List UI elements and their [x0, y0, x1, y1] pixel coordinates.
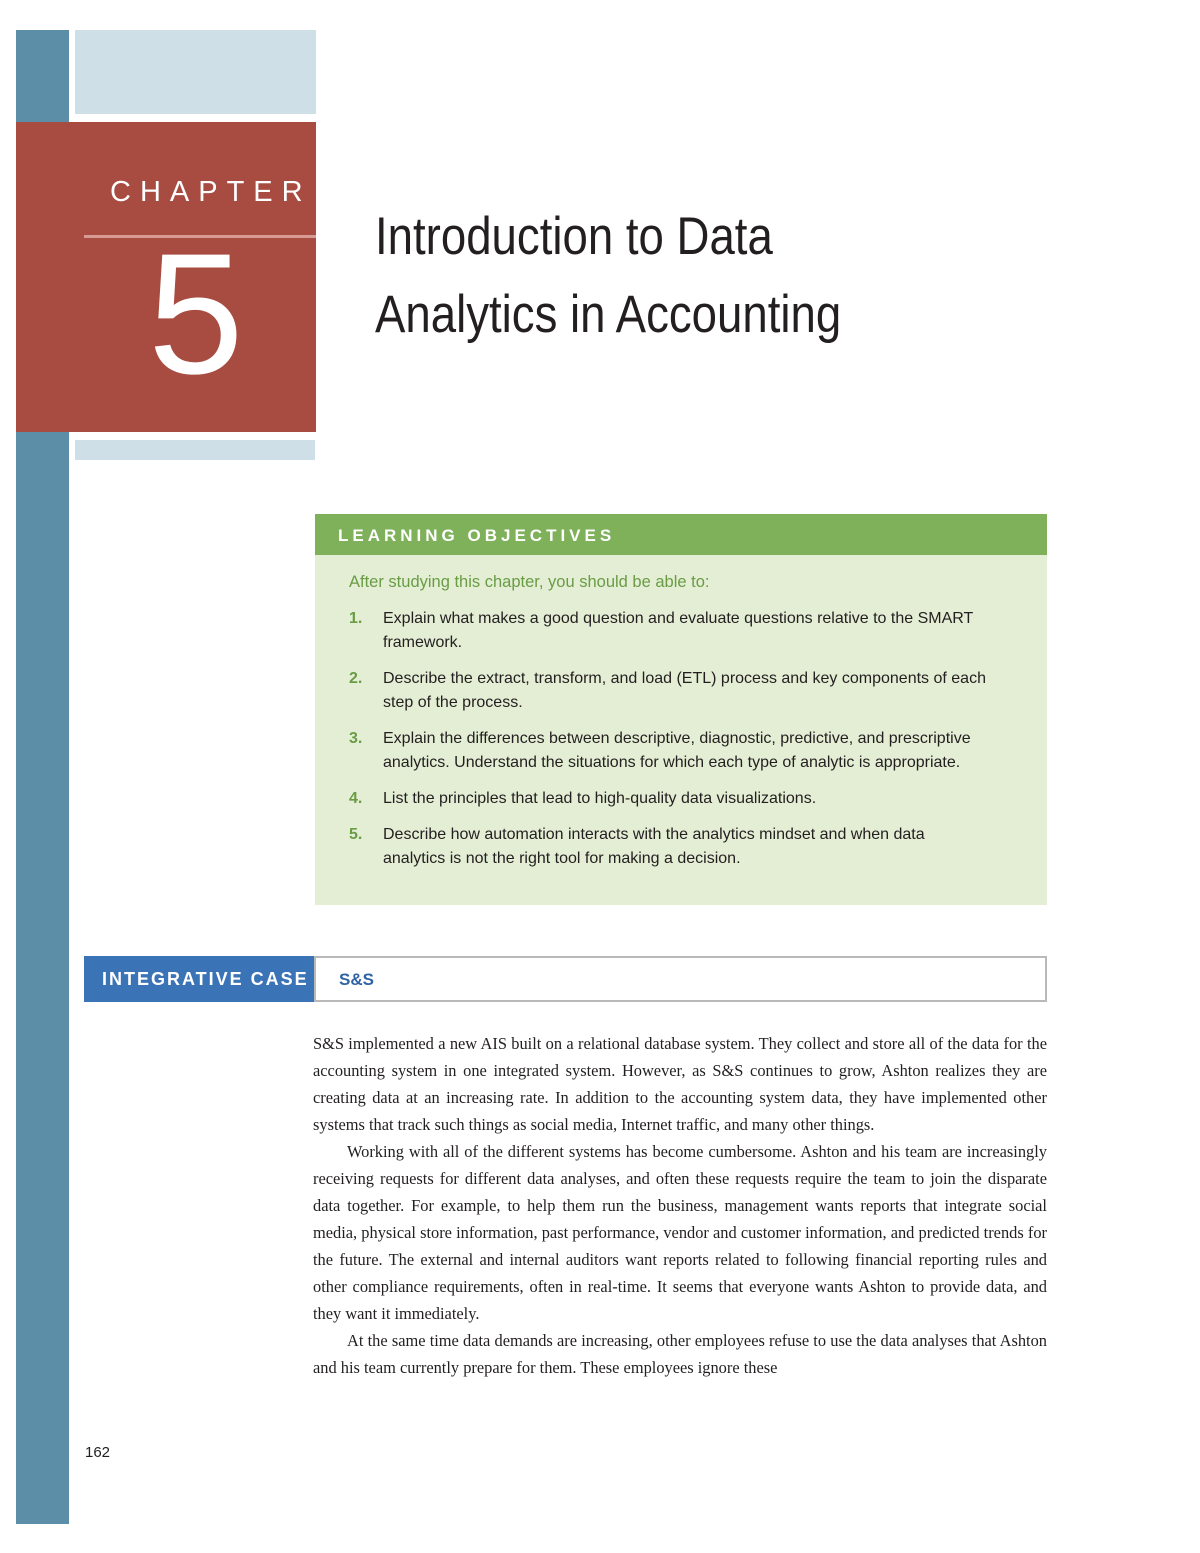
chapter-title-line-2: Analytics in Accounting	[375, 285, 842, 344]
objective-text: List the principles that lead to high-quality data visualizations.	[383, 790, 817, 807]
objective-item	[349, 823, 989, 871]
objective-item	[349, 667, 989, 715]
objective-number: 4.	[349, 790, 363, 807]
objective-item	[349, 787, 989, 811]
objective-text: Describe the extract, transform, and load (ETL) process and key components of each step of the process.	[383, 670, 986, 711]
chapter-title-line-1: Introduction to Data	[375, 207, 773, 266]
chapter-title	[375, 198, 908, 354]
objective-text: Explain the differences between descriptive, diagnostic, predictive, and prescriptive analytics. Understand the situations for which each type of analytic is appropriate.	[383, 730, 971, 771]
objective-number: 5.	[349, 826, 363, 843]
integrative-case-label: INTEGRATIVE CASE	[102, 969, 309, 989]
decorative-bottom-block	[75, 440, 315, 460]
objective-text: Explain what makes a good question and evaluate questions relative to the SMART framework.	[383, 610, 973, 651]
objective-number: 1.	[349, 610, 363, 627]
body-paragraph: At the same time data demands are increasing, other employees refuse to use the data analyses that Ashton and his team currently prepare for them. These employees ignore these	[313, 1331, 1047, 1377]
integrative-case-title-box	[314, 956, 1047, 1002]
learning-objectives-box	[315, 555, 1047, 905]
learning-objectives-list	[349, 607, 989, 883]
learning-objectives-intro: After studying this chapter, you should be able to:	[349, 573, 710, 591]
body-paragraph: Working with all of the different systems has become cumbersome. Ashton and his team are increasingly receiving requests for different data analyses, and often these requests require the team to join the disparate data together. For example, to help them run the business, management wants reports that integrate social media, physical store information, past performance, vendor and customer information, and predicted trends for the future. The external and internal auditors want reports related to following financial reporting rules and other compliance requirements, often in real-time. It seems that everyone wants Ashton to provide data, and they want it immediately.	[313, 1142, 1047, 1323]
objective-number: 3.	[349, 730, 363, 747]
integrative-case-title: S&S	[339, 970, 374, 989]
learning-objectives-heading: LEARNING OBJECTIVES	[338, 526, 616, 545]
learning-objectives-header	[315, 514, 1047, 555]
integrative-case-label-bar	[84, 956, 314, 1002]
objective-item	[349, 727, 989, 775]
objective-number: 2.	[349, 670, 363, 687]
chapter-label: CHAPTER	[110, 176, 312, 208]
decorative-top-block	[75, 30, 316, 114]
case-body-text	[313, 1030, 1047, 1381]
page-number: 162	[85, 1444, 111, 1461]
objective-text: Describe how automation interacts with the analytics mindset and when data analytics is not the right tool for making a decision.	[383, 826, 925, 867]
body-paragraph: S&S implemented a new AIS built on a relational database system. They collect and store all of the data for the accounting system in one integrated system. However, as S&S continues to grow, Ashton realizes they are creating data at an increasing rate. In addition to the accounting system data, they have implemented other systems that track such things as social media, Internet traffic, and many other things.	[313, 1034, 1047, 1134]
chapter-number: 5	[148, 218, 244, 410]
objective-item	[349, 607, 989, 655]
